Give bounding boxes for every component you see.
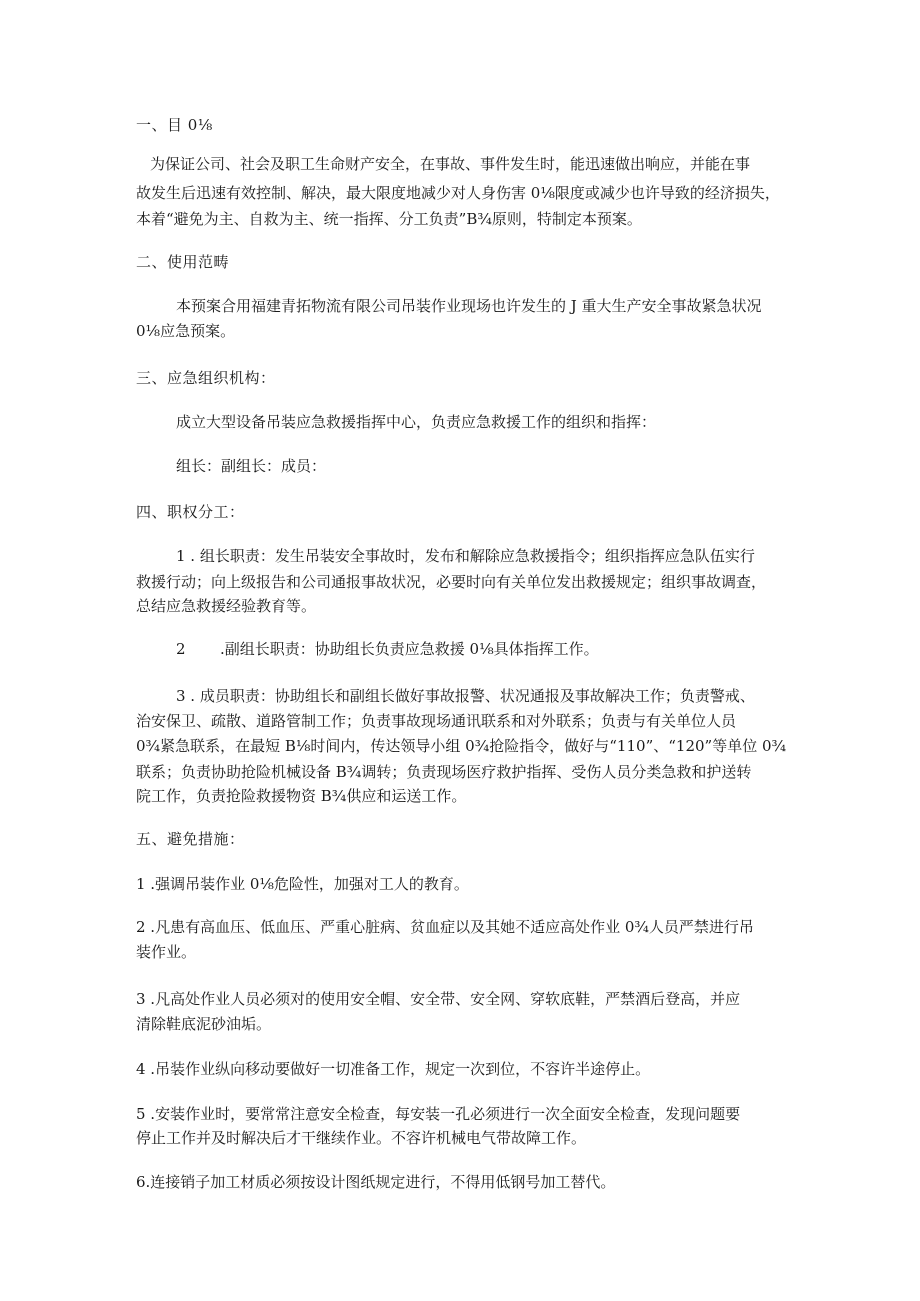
duty-item-1-line: 总结应急救援经验教育等。 xyxy=(136,597,317,615)
duty-item-3-line: 3 . 成员职责：协助组长和副组长做好事故报警、状况通报及事故解决工作；负责警戒、 xyxy=(176,687,755,705)
measure-item-1: 1 .强调吊装作业 0⅛危险性，加强对工人的教育。 xyxy=(136,875,469,893)
measure-item-6: 6.连接销子加工材质必须按设计图纸规定进行，不得用低钢号加工替代。 xyxy=(136,1173,616,1191)
duty-item-1-line: 救援行动；向上级报告和公司通报事故状况，必要时向有关单位发出救援规定；组织事故调查， xyxy=(136,573,767,591)
measure-item-2-line: 装作业。 xyxy=(136,943,197,961)
section-5-heading: 五、避免措施： xyxy=(136,830,245,848)
duty-item-3-line: 院工作，负责抢险救援物资 B¾供应和运送工作。 xyxy=(136,787,467,805)
section-2-heading: 二、使用范畴 xyxy=(136,253,230,271)
duty-item-2-number: 2 xyxy=(176,640,186,658)
measure-item-3-line: 清除鞋底泥砂油垢。 xyxy=(136,1015,272,1033)
section-3-heading: 三、应急组织机构： xyxy=(136,369,276,387)
section-1-heading: 一、目 0⅛ xyxy=(136,116,213,134)
section-1-body-line: 故发生后迅速有效控制、解决，最大限度地减少对人身伤害 0⅛限度或减少也许导致的经济损失， xyxy=(136,184,780,202)
duty-item-3-line: 联系；负责协助抢险机械设备 B¾调转；负责现场医疗救护指挥、受伤人员分类急救和护送转 xyxy=(136,763,752,781)
section-3-body-line: 组长：副组长：成员： xyxy=(176,457,327,475)
section-3-body-line: 成立大型设备吊装应急救援指挥中心，负责应急救援工作的组织和指挥： xyxy=(176,413,657,431)
section-1-body-line: 本着“避免为主、自救为主、统一指挥、分工负责”B¾原则，特制定本预案。 xyxy=(136,210,642,228)
duty-item-3-line: 0¾紧急联系，在最短 B⅛时间内，传达领导小组 0¾抢险指令，做好与“110”、“120”等单位 0¾ xyxy=(136,737,787,755)
section-4-heading: 四、职权分工： xyxy=(136,503,245,521)
duty-item-2-text: .副组长职责：协助组长负责应急救援 0⅛具体指挥工作。 xyxy=(220,640,599,658)
section-1-body-line: 为保证公司、社会及职工生命财产安全，在事故、事件发生时，能迅速做出响应，并能在事 xyxy=(150,155,751,173)
measure-item-2-line: 2 .凡患有高血压、低血压、严重心脏病、贫血症以及其她不适应高处作业 0¾人员严禁进行吊 xyxy=(136,918,754,936)
measure-item-4: 4 .吊装作业纵向移动要做好一切准备工作，规定一次到位，不容许半途停止。 xyxy=(136,1060,651,1078)
measure-item-5-line: 5 .安装作业时，要常常注意安全检查，每安装一孔必须进行一次全面安全检查，发现问题要 xyxy=(136,1105,741,1123)
duty-item-3-line: 治安保卫、疏散、道路管制工作；负责事故现场通讯联系和对外联系；负责与有关单位人员 xyxy=(136,712,737,730)
measure-item-5-line: 停止工作并及时解决后才干继续作业。不容许机械电气带故障工作。 xyxy=(136,1129,587,1147)
measure-item-3-line: 3 .凡高处作业人员必须对的使用安全帽、安全带、安全网、穿软底鞋，严禁酒后登高，并应 xyxy=(136,990,741,1008)
section-2-body-line: 本预案合用福建青拓物流有限公司吊装作业现场也许发生的 J 重大生产安全事故紧急状况 xyxy=(176,297,762,315)
section-2-body-line: 0⅛应急预案。 xyxy=(136,322,236,340)
duty-item-1-line: 1 . 组长职责：发生吊装安全事故时，发布和解除应急救援指令；组织指挥应急队伍实行 xyxy=(176,547,755,565)
